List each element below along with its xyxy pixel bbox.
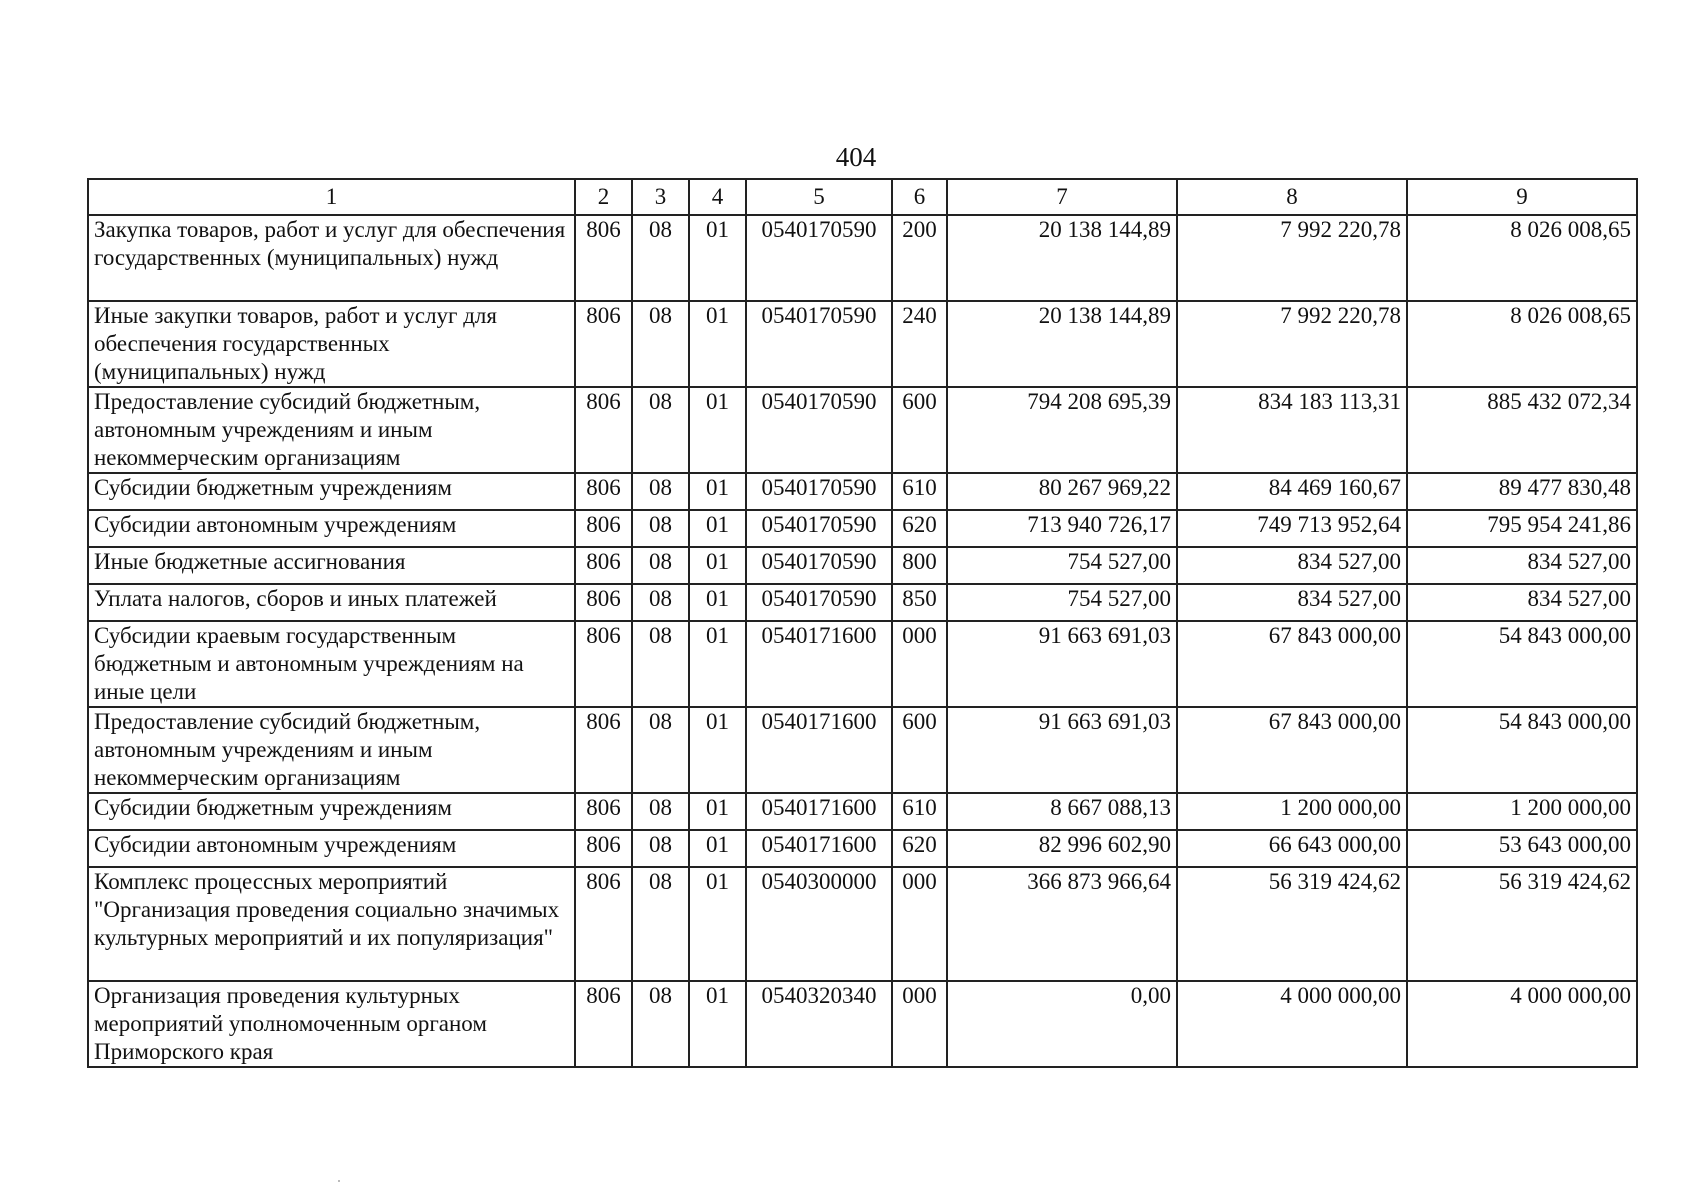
target-article-code: 0540170590 <box>746 215 892 301</box>
row-name: Иные бюджетные ассигнования <box>88 547 575 584</box>
amount-col-7: 20 138 144,89 <box>947 301 1177 387</box>
admin-code: 806 <box>575 830 632 867</box>
section-code: 08 <box>632 387 689 473</box>
subsection-code: 01 <box>689 387 746 473</box>
target-article-code: 0540170590 <box>746 547 892 584</box>
admin-code: 806 <box>575 621 632 707</box>
admin-code: 806 <box>575 584 632 621</box>
header-row <box>88 179 1637 215</box>
amount-col-7: 20 138 144,89 <box>947 215 1177 301</box>
row-name: Субсидии автономным учреждениям <box>88 830 575 867</box>
amount-col-9: 53 643 000,00 <box>1407 830 1637 867</box>
section-code: 08 <box>632 547 689 584</box>
column-header-9: 9 <box>1407 179 1637 215</box>
section-code: 08 <box>632 793 689 830</box>
expense-type-code: 620 <box>892 830 947 867</box>
expense-type-code: 000 <box>892 621 947 707</box>
admin-code: 806 <box>575 793 632 830</box>
target-article-code: 0540170590 <box>746 301 892 387</box>
budget-table <box>87 178 1638 1068</box>
amount-col-9: 834 527,00 <box>1407 584 1637 621</box>
row-name: Предоставление субсидий бюджетным, автономным учреждениям и иным некоммерческим организациям <box>88 387 575 473</box>
table-row <box>88 830 1637 867</box>
section-code: 08 <box>632 584 689 621</box>
amount-col-7: 794 208 695,39 <box>947 387 1177 473</box>
admin-code: 806 <box>575 473 632 510</box>
subsection-code: 01 <box>689 830 746 867</box>
section-code: 08 <box>632 621 689 707</box>
row-name: Закупка товаров, работ и услуг для обеспечения государственных (муниципальных) нужд <box>88 215 575 301</box>
expense-type-code: 610 <box>892 473 947 510</box>
row-name: Субсидии бюджетным учреждениям <box>88 793 575 830</box>
target-article-code: 0540170590 <box>746 387 892 473</box>
subsection-code: 01 <box>689 793 746 830</box>
scan-speck <box>338 1180 340 1182</box>
subsection-code: 01 <box>689 584 746 621</box>
subsection-code: 01 <box>689 867 746 981</box>
subsection-code: 01 <box>689 981 746 1067</box>
row-name: Субсидии бюджетным учреждениям <box>88 473 575 510</box>
admin-code: 806 <box>575 510 632 547</box>
admin-code: 806 <box>575 867 632 981</box>
row-name: Уплата налогов, сборов и иных платежей <box>88 584 575 621</box>
section-code: 08 <box>632 473 689 510</box>
admin-code: 806 <box>575 387 632 473</box>
table-row <box>88 387 1637 473</box>
admin-code: 806 <box>575 215 632 301</box>
amount-col-9: 8 026 008,65 <box>1407 301 1637 387</box>
amount-col-7: 754 527,00 <box>947 547 1177 584</box>
row-name: Предоставление субсидий бюджетным, автономным учреждениям и иным некоммерческим организациям <box>88 707 575 793</box>
target-article-code: 0540320340 <box>746 981 892 1067</box>
subsection-code: 01 <box>689 301 746 387</box>
expense-type-code: 800 <box>892 547 947 584</box>
amount-col-9: 4 000 000,00 <box>1407 981 1637 1067</box>
amount-col-9: 795 954 241,86 <box>1407 510 1637 547</box>
target-article-code: 0540170590 <box>746 584 892 621</box>
subsection-code: 01 <box>689 215 746 301</box>
amount-col-8: 7 992 220,78 <box>1177 215 1407 301</box>
expense-type-code: 600 <box>892 387 947 473</box>
expense-type-code: 850 <box>892 584 947 621</box>
expense-type-code: 600 <box>892 707 947 793</box>
section-code: 08 <box>632 981 689 1067</box>
table-row <box>88 707 1637 793</box>
amount-col-9: 56 319 424,62 <box>1407 867 1637 981</box>
column-header-1: 1 <box>88 179 575 215</box>
admin-code: 806 <box>575 981 632 1067</box>
amount-col-7: 82 996 602,90 <box>947 830 1177 867</box>
amount-col-8: 56 319 424,62 <box>1177 867 1407 981</box>
amount-col-8: 834 183 113,31 <box>1177 387 1407 473</box>
amount-col-9: 54 843 000,00 <box>1407 707 1637 793</box>
column-header-5: 5 <box>746 179 892 215</box>
amount-col-7: 80 267 969,22 <box>947 473 1177 510</box>
subsection-code: 01 <box>689 707 746 793</box>
target-article-code: 0540170590 <box>746 510 892 547</box>
admin-code: 806 <box>575 547 632 584</box>
table-row <box>88 301 1637 387</box>
amount-col-7: 91 663 691,03 <box>947 621 1177 707</box>
section-code: 08 <box>632 707 689 793</box>
amount-col-7: 0,00 <box>947 981 1177 1067</box>
amount-col-9: 834 527,00 <box>1407 547 1637 584</box>
section-code: 08 <box>632 301 689 387</box>
table-row <box>88 867 1637 981</box>
table-row <box>88 215 1637 301</box>
section-code: 08 <box>632 215 689 301</box>
subsection-code: 01 <box>689 621 746 707</box>
column-header-7: 7 <box>947 179 1177 215</box>
target-article-code: 0540170590 <box>746 473 892 510</box>
amount-col-7: 754 527,00 <box>947 584 1177 621</box>
table-row <box>88 510 1637 547</box>
amount-col-9: 885 432 072,34 <box>1407 387 1637 473</box>
amount-col-8: 67 843 000,00 <box>1177 621 1407 707</box>
row-name: Субсидии автономным учреждениям <box>88 510 575 547</box>
column-header-4: 4 <box>689 179 746 215</box>
column-header-2: 2 <box>575 179 632 215</box>
section-code: 08 <box>632 830 689 867</box>
row-name: Субсидии краевым государственным бюджетным и автономным учреждениям на иные цели <box>88 621 575 707</box>
expense-type-code: 000 <box>892 981 947 1067</box>
section-code: 08 <box>632 510 689 547</box>
amount-col-9: 8 026 008,65 <box>1407 215 1637 301</box>
amount-col-8: 834 527,00 <box>1177 584 1407 621</box>
amount-col-8: 1 200 000,00 <box>1177 793 1407 830</box>
amount-col-7: 8 667 088,13 <box>947 793 1177 830</box>
subsection-code: 01 <box>689 547 746 584</box>
amount-col-9: 89 477 830,48 <box>1407 473 1637 510</box>
row-name: Организация проведения культурных мероприятий уполномоченным органом Приморского края <box>88 981 575 1067</box>
page-number: 404 <box>835 142 877 172</box>
expense-type-code: 200 <box>892 215 947 301</box>
section-code: 08 <box>632 867 689 981</box>
target-article-code: 0540171600 <box>746 830 892 867</box>
amount-col-8: 66 643 000,00 <box>1177 830 1407 867</box>
expense-type-code: 240 <box>892 301 947 387</box>
admin-code: 806 <box>575 707 632 793</box>
subsection-code: 01 <box>689 473 746 510</box>
subsection-code: 01 <box>689 510 746 547</box>
amount-col-8: 4 000 000,00 <box>1177 981 1407 1067</box>
amount-col-8: 834 527,00 <box>1177 547 1407 584</box>
row-name: Комплекс процессных мероприятий "Организация проведения социально значимых культурных мероприятий и их популяризация" <box>88 867 575 981</box>
amount-col-8: 749 713 952,64 <box>1177 510 1407 547</box>
target-article-code: 0540171600 <box>746 621 892 707</box>
amount-col-7: 366 873 966,64 <box>947 867 1177 981</box>
table-row <box>88 793 1637 830</box>
column-header-6: 6 <box>892 179 947 215</box>
table-row <box>88 621 1637 707</box>
amount-col-9: 54 843 000,00 <box>1407 621 1637 707</box>
amount-col-7: 91 663 691,03 <box>947 707 1177 793</box>
amount-col-8: 84 469 160,67 <box>1177 473 1407 510</box>
table-row <box>88 981 1637 1067</box>
expense-type-code: 000 <box>892 867 947 981</box>
table-row <box>88 473 1637 510</box>
amount-col-8: 67 843 000,00 <box>1177 707 1407 793</box>
table-row <box>88 547 1637 584</box>
amount-col-8: 7 992 220,78 <box>1177 301 1407 387</box>
row-name: Иные закупки товаров, работ и услуг для обеспечения государственных (муниципальных) нужд <box>88 301 575 387</box>
column-header-8: 8 <box>1177 179 1407 215</box>
column-header-3: 3 <box>632 179 689 215</box>
expense-type-code: 610 <box>892 793 947 830</box>
target-article-code: 0540171600 <box>746 793 892 830</box>
amount-col-9: 1 200 000,00 <box>1407 793 1637 830</box>
amount-col-7: 713 940 726,17 <box>947 510 1177 547</box>
target-article-code: 0540300000 <box>746 867 892 981</box>
expense-type-code: 620 <box>892 510 947 547</box>
admin-code: 806 <box>575 301 632 387</box>
table-row <box>88 584 1637 621</box>
target-article-code: 0540171600 <box>746 707 892 793</box>
